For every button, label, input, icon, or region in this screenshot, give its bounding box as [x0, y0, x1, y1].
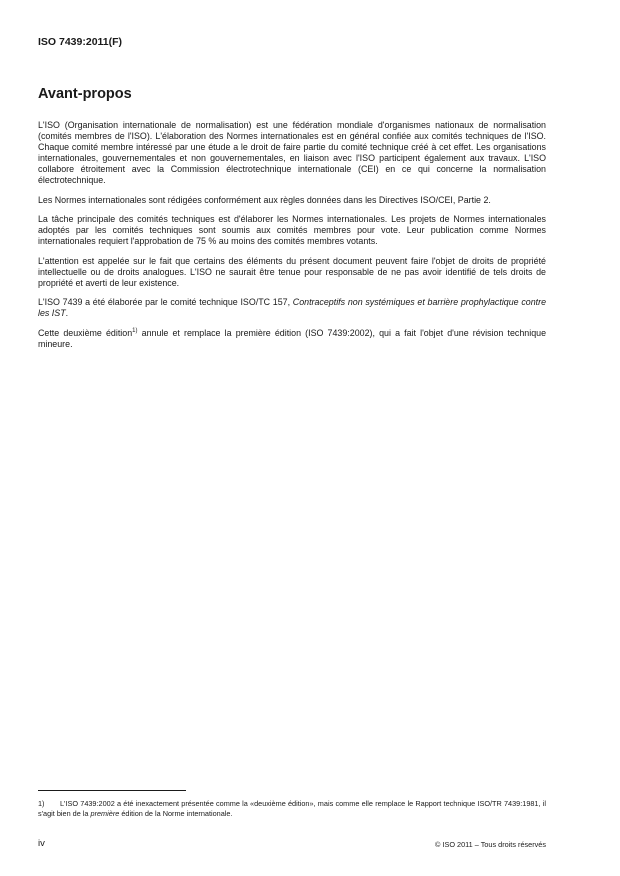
footnote-text: L'ISO 7439:2002 a été inexactement présentée comme la «deuxième édition», mais comme elle remplace le Rapport technique ISO/TR 7439:1981, il s'agit bien de la: [38, 799, 546, 818]
section-title: Avant-propos: [38, 86, 132, 102]
footnote: [38, 799, 546, 819]
edition-text: Cette deuxième édition: [38, 327, 133, 338]
paragraph-committees: La tâche principale des comités techniques est d'élaborer les Normes internationales. Les projets de Normes internationales adoptés par les comités techniques sont soumis aux comités membres pour vote. Leur publication comme Normes internationales requiert l'approbation de 75 % au moins des comités membres votants.: [38, 214, 546, 246]
footnote-number: 1): [38, 799, 45, 808]
footnote-emphasis: première: [90, 809, 120, 818]
edition-text-end: annule et remplace la première édition (ISO 7439:2002), qui a fait l'objet d'une révision technique mineure.: [38, 327, 547, 349]
paragraph-prepared-by: [38, 297, 546, 319]
document-id-header: ISO 7439:2011(F): [38, 36, 123, 48]
prepared-by-end: .: [65, 308, 69, 318]
copyright-notice: © ISO 2011 – Tous droits réservés: [435, 840, 546, 849]
committee-title: Contraceptifs non systémiques et barrière prophylactique contre les IST: [38, 297, 547, 318]
footnote-separator: [38, 790, 186, 791]
paragraph-patent-rights: L'attention est appelée sur le fait que certains des éléments du présent document peuvent faire l'objet de droits de propriété intellectuelle ou de droits analogues. L'ISO ne saurait être tenue pour responsable de ne pas avoir identifié de tels droits de propriété et averti de leur existence.: [38, 255, 546, 288]
page-number: iv: [38, 838, 45, 849]
footnote-reference[interactable]: 1): [132, 327, 138, 334]
prepared-by-text: L'ISO 7439 a été élaborée par le comité technique ISO/TC 157,: [38, 297, 293, 307]
paragraph-directives: Les Normes internationales sont rédigées conformément aux règles données dans les Directives ISO/CEI, Partie 2.: [38, 194, 491, 205]
paragraph-iso-intro: L'ISO (Organisation internationale de normalisation) est une fédération mondiale d'organismes nationaux de normalisation (comités membres de l'ISO). L'élaboration des Normes internationales est en général confiée aux comités techniques de l'ISO. Chaque comité membre intéressé par une étude a le droit de faire partie du comité technique créé à cet effet. Les organisations internationales, gouvernementales et non gouvernementales, en liaison avec l'ISO participent également aux travaux. L'ISO collabore étroitement avec la Commission électrotechnique internationale (CEI) en ce qui concerne la normalisation électrotechnique.: [38, 120, 546, 185]
foreword-body: [38, 120, 546, 358]
footnote-text-end: édition de la Norme internationale.: [119, 809, 233, 818]
paragraph-edition: [38, 328, 546, 350]
